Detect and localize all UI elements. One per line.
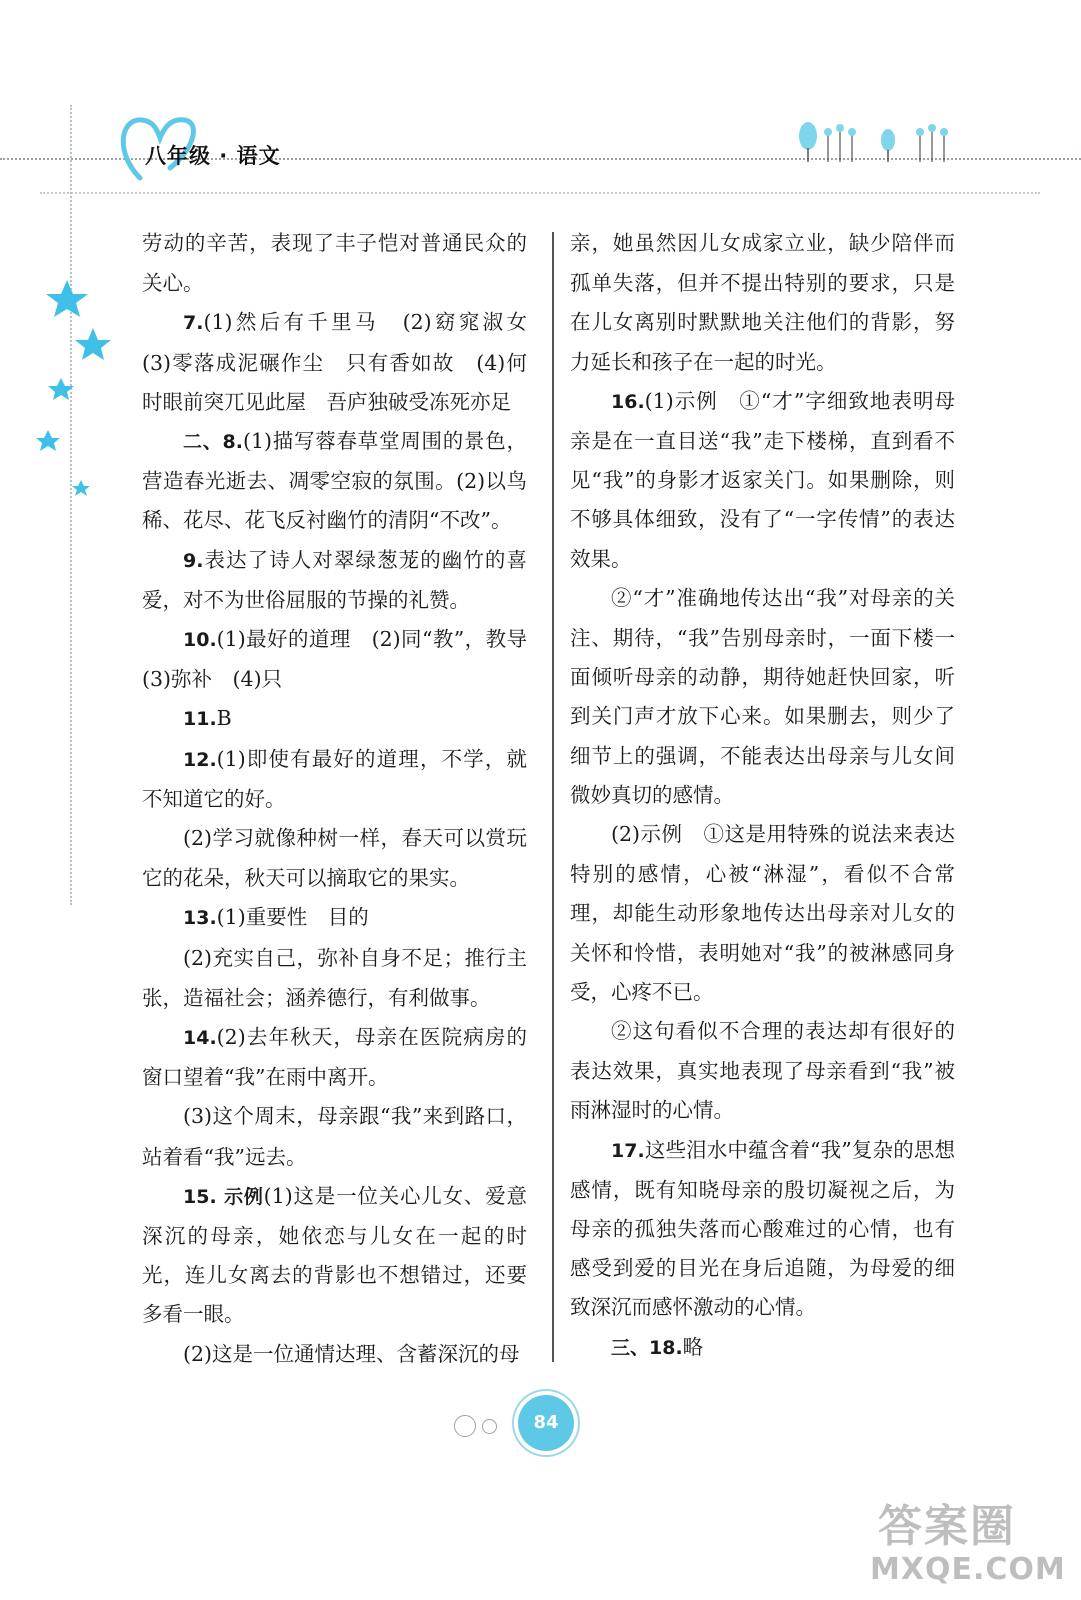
answer-paragraph: 16.(1)示例 ①“才”字细致地表明母亲是在一直目送“我”走下楼梯，直到看不见“我”的身影才返家关门。如果删除，则不够具体细致，没有了“一字传情”的表达效果。 xyxy=(570,388,955,571)
footer-circle-icon xyxy=(454,1415,476,1437)
answer-paragraph: (3)这个周末，母亲跟“我”来到路口，站着看“我”远去。 xyxy=(142,1104,527,1169)
answer-paragraph: (2)学习就像种树一样，春天可以赏玩它的花朵，秋天可以摘取它的果实。 xyxy=(142,826,527,891)
column-divider xyxy=(552,232,554,1362)
right-column xyxy=(570,224,955,1368)
page-number: 84 xyxy=(518,1395,574,1451)
footer-circle-icon xyxy=(482,1419,497,1434)
answer-paragraph: (2)充实自己，弥补自身不足；推行主张，造福社会；涵养德行，有利做事。 xyxy=(142,945,527,1010)
answer-paragraph: ②这句看似不合理的表达却有很好的表达效果，真实地表现了母亲看到“我”被雨淋湿时的心情。 xyxy=(570,1019,955,1123)
answer-paragraph: 7.(1)然后有千里马 (2)窈窕淑女 (3)零落成泥碾作尘 只有香如故 (4)何时眼前突兀见此屋 吾庐独破受冻死亦足 xyxy=(142,310,548,414)
answer-paragraph: 15. 示例(1)这是一位关心儿女、爱意深沉的母亲，她依恋与儿女在一起的时光，连儿女离去的背影也不想错过，还要多看一眼。 xyxy=(142,1183,527,1327)
page-footer xyxy=(450,1395,650,1465)
answer-paragraph: 13.(1)重要性 目的 xyxy=(183,905,369,930)
answer-paragraph: 14.(2)去年秋天，母亲在医院病房的窗口望着“我”在雨中离开。 xyxy=(142,1025,527,1090)
answer-paragraph: 亲，她虽然因儿女成家立业，缺少陪伴而孤单失落，但并不提出特别的要求，只是在儿女离别时默默地关注他们的背影，努力延长和孩子在一起的时光。 xyxy=(570,231,955,374)
watermark-text: 答案圈 xyxy=(878,1501,1016,1552)
answer-paragraph: 10.(1)最好的道理 (2)同“教”，教导 (3)弥补 (4)只 xyxy=(142,627,548,692)
answer-paragraph: 三、18.略 xyxy=(611,1334,704,1359)
watermark-url: MXQE.COM xyxy=(870,1552,1066,1587)
header-title: 八年级 · 语文 xyxy=(145,144,281,168)
answer-paragraph: 12.(1)即使有最好的道理，不学，就不知道它的好。 xyxy=(142,746,527,811)
answer-paragraph: 9.表达了诗人对翠绿葱茏的幽竹的喜爱，对不为世俗屈服的节操的礼赞。 xyxy=(142,547,527,612)
watermark-logo xyxy=(870,1490,1075,1598)
answer-paragraph: 17.这些泪水中蕴含着“我”复杂的思想感情，既有知晓母亲的殷切凝视之后，为母亲的孤独失落而心酸难过的心情，也有感受到爱的目光在身后追随，为母爱的细致深沉而感怀激动的心情。 xyxy=(570,1137,955,1320)
left-dotted-margin xyxy=(70,105,72,905)
answer-paragraph: (2)这是一位通情达理、含蓄深沉的母 xyxy=(183,1341,520,1366)
plant-decoration-icon xyxy=(790,120,960,165)
star-decoration-icon xyxy=(35,280,115,500)
left-column xyxy=(142,224,548,1375)
page-header xyxy=(0,0,1081,200)
answer-paragraph: 劳动的辛苦，表现了丰子恺对普通民众的关心。 xyxy=(142,231,527,296)
answer-paragraph: ②“才”准确地传达出“我”对母亲的关注、期待，“我”告别母亲时，一面下楼一面倾听母亲的动静，期待她赶快回家，听到关门声才放下心来。如果删去，则少了细节上的强调，不能表达出母亲与儿女间微妙真切的感情。 xyxy=(570,585,955,807)
answer-paragraph: (2)示例 ①这是用特殊的说法来表达特别的感情，心被“淋湿”，看似不合常理，却能生动形象地传达出母亲对儿女的关怀和怜惜，表明她对“我”的被淋感同身受，心疼不已。 xyxy=(570,822,955,1004)
header-dotted-line-lower xyxy=(40,192,1040,194)
answer-paragraph: 11.B xyxy=(183,706,232,731)
answer-paragraph: 二、8.(1)描写蓉春草堂周围的景色，营造春光逝去、凋零空寂的氛围。(2)以鸟稀、花尽、花飞反衬幽竹的清阴“不改”。 xyxy=(142,429,527,533)
